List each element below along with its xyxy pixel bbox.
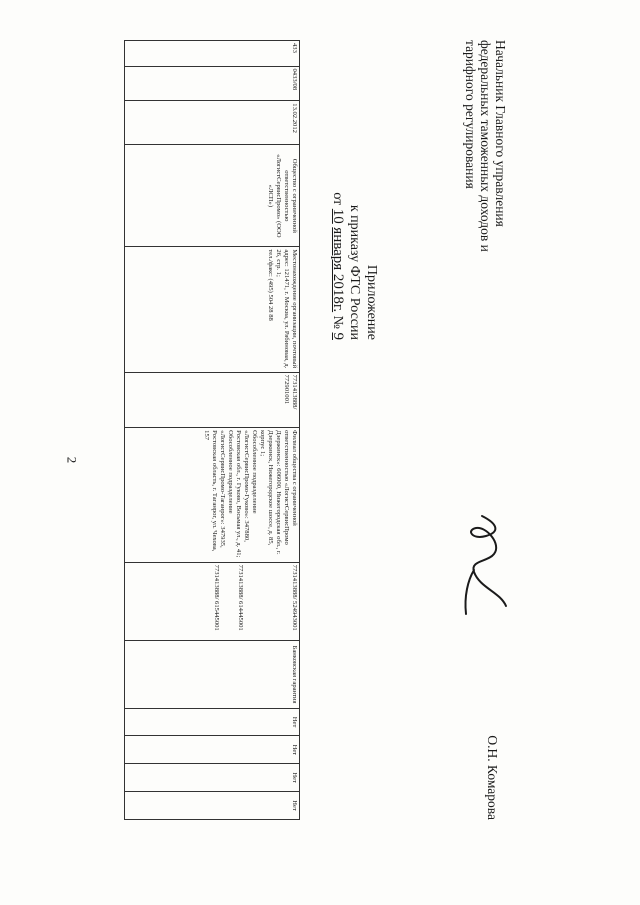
cell-no: 433 <box>125 41 300 67</box>
branch-inn-item: 7731413888/ 615445001 <box>213 564 220 631</box>
annex-order-ref: к приказу ФТС России <box>347 204 362 340</box>
cell-col10: Нет <box>125 708 300 736</box>
cell-inn-kpp: 7731413888/ 772901001 <box>125 372 300 428</box>
annex-number: 9 <box>330 332 346 340</box>
cell-col12: Нет <box>125 764 300 792</box>
cell-col13: Нет <box>125 792 300 820</box>
cell-date: 13.02.2012 <box>125 101 300 145</box>
branch-inn-item: 7731413888/ 614445001 <box>237 564 244 631</box>
cell-guarantee: Банковская гарантия <box>125 641 300 708</box>
cell-org-name: Общество с ограниченной ответственностью «ЛогистСервисПромо» (ООО «ЛСП») <box>125 145 300 247</box>
annex-date-line <box>329 40 346 340</box>
cell-branch-inn <box>125 562 300 641</box>
annex-title: Приложение <box>364 264 379 340</box>
signer-position: Начальник Главного управления федеральных таможенных доходов и тарифного регулирования <box>463 40 508 252</box>
cell-address <box>125 247 300 372</box>
annex-date-prefix: от <box>330 192 345 206</box>
annex-day: 10 <box>330 208 346 224</box>
signature-block <box>460 40 520 820</box>
branch-item: Филиал общества с ограниченной ответственностью «ЛогистСервисПромо Дзержинск»: 606000, Нижегородская обл., г. Дзержинск, Нижегородское шоссе, д. 85, корпус 1; <box>259 430 298 555</box>
annex-month-year: января 2018г. <box>330 227 346 313</box>
cell-col11: Нет <box>125 736 300 764</box>
handwritten-signature <box>445 510 520 620</box>
signer-name: О.Н. Комарова <box>485 735 500 820</box>
phone-text: тел./факс: (495) 504 28 88 <box>267 249 274 321</box>
rotated-document-body <box>40 40 600 860</box>
cell-reg-number: 0433/08 <box>125 66 300 101</box>
branch-item: Обособленное подразделение «ЛогистСервисПромо-Гуково»: 347880, Ростовская обл., г. Гуково, Восьмая ул., д. 41; <box>235 430 258 558</box>
register-table <box>124 40 300 820</box>
page-number: 2 <box>64 456 80 464</box>
branch-inn-item: 7731413888/ 524943001 <box>291 564 298 631</box>
address-text: Местонахождение организации, почтовый адрес: 121471, г. Москва, ул. Рябиновая, д. 26, стр. 1; <box>275 249 298 369</box>
annex-header <box>329 40 380 340</box>
cell-branches <box>125 428 300 562</box>
annex-number-prefix: № <box>330 315 345 329</box>
branch-item: Обособленное подразделение «ЛогистСервисПромо-Таганрог»: 347935, Ростовская область, г. Таганрог, ул. Чехова, 157 <box>203 430 234 552</box>
table-row <box>125 41 300 820</box>
